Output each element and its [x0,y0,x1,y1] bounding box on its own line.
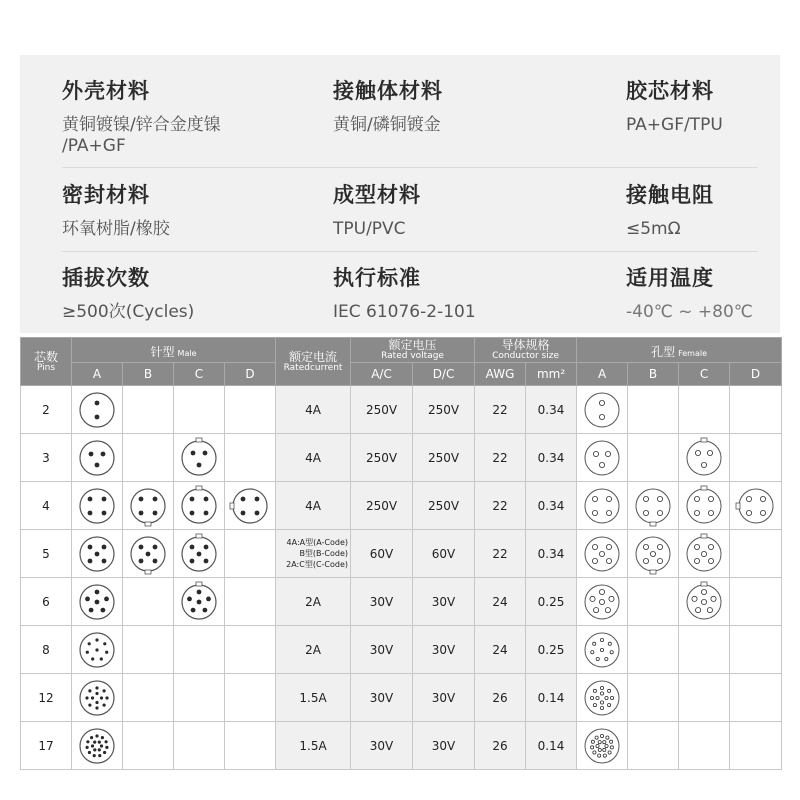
divider [62,167,758,168]
female-cell-b [628,530,679,578]
female-cell-d [730,674,782,722]
header-female: 孔型 Female [577,338,782,363]
rated-current-cell: 1.5A [276,722,351,770]
male-connector-icon [178,485,220,527]
male-cell-d [225,578,276,626]
header-rated-voltage: 额定电压 Rated voltage [351,338,475,363]
female-cell-b [628,578,679,626]
male-connector-icon [76,629,118,671]
spec-label: 成型材料 [333,183,421,207]
female-connector-icon [581,677,623,719]
female-cell-a [577,482,628,530]
male-connector-icon [76,485,118,527]
header-male: 针型 Male [72,338,276,363]
male-cell-b [123,386,174,434]
female-connector-icon [581,533,623,575]
mm2-cell: 0.14 [526,722,577,770]
mm2-cell: 0.34 [526,530,577,578]
dc-voltage-cell: 30V [413,626,475,674]
male-cell-d [225,482,276,530]
table-row [21,434,782,482]
male-cell-b [123,722,174,770]
male-cell-b [123,674,174,722]
rated-current-cell [276,530,351,578]
female-connector-icon [581,725,623,767]
header-female-code-b: B [628,363,679,386]
male-connector-icon [127,533,169,575]
table-row [21,674,782,722]
ac-voltage-cell: 30V [351,578,413,626]
male-connector-icon [76,581,118,623]
rated-current-cell: 2A [276,578,351,626]
dc-voltage-cell: 250V [413,482,475,530]
awg-cell: 22 [475,434,526,482]
awg-cell: 26 [475,674,526,722]
dc-voltage-cell: 30V [413,722,475,770]
spec-label: 接触体材料 [333,79,443,103]
male-cell-a [72,578,123,626]
male-connector-icon [178,437,220,479]
spec-value: ≥500次(Cycles) [62,302,195,322]
male-cell-a [72,434,123,482]
table-row [21,722,782,770]
female-cell-d [730,578,782,626]
rated-current-cell: 4A [276,434,351,482]
spec-panel [20,55,780,333]
male-cell-b [123,482,174,530]
header-ac: A/C [351,363,413,386]
male-cell-c [174,482,225,530]
table-body [21,386,782,770]
female-cell-c [679,626,730,674]
male-cell-d [225,722,276,770]
male-connector-icon [229,485,271,527]
spec-value: 黄铜/磷铜镀金 [333,115,441,135]
ac-voltage-cell: 250V [351,482,413,530]
male-cell-c [174,722,225,770]
male-connector-icon [178,533,220,575]
awg-cell: 22 [475,482,526,530]
male-cell-d [225,626,276,674]
female-connector-icon [632,485,674,527]
pins-cell: 6 [21,578,72,626]
spec-label: 执行标准 [333,266,421,290]
ac-voltage-cell: 30V [351,626,413,674]
header-mm2: mm² [526,363,577,386]
header-awg: AWG [475,363,526,386]
spec-table [20,337,782,770]
spec-contact-material [333,75,443,136]
male-cell-d [225,434,276,482]
ac-voltage-cell: 60V [351,530,413,578]
male-cell-d [225,386,276,434]
ac-voltage-cell: 30V [351,722,413,770]
female-cell-d [730,626,782,674]
male-connector-icon [76,533,118,575]
female-connector-icon [735,485,777,527]
male-cell-d [225,674,276,722]
male-cell-c [174,626,225,674]
female-cell-d [730,482,782,530]
female-cell-a [577,722,628,770]
pins-cell: 3 [21,434,72,482]
awg-cell: 26 [475,722,526,770]
female-cell-c [679,722,730,770]
table-row [21,578,782,626]
female-cell-c [679,530,730,578]
header-conductor-size: 导体规格 Conductor size [475,338,577,363]
male-cell-b [123,530,174,578]
male-cell-c [174,434,225,482]
spec-label: 适用温度 [626,266,714,290]
dc-voltage-cell: 30V [413,578,475,626]
male-connector-icon [76,437,118,479]
pins-cell: 12 [21,674,72,722]
male-cell-a [72,722,123,770]
spec-value: 环氧树脂/橡胶 [62,219,170,239]
dc-voltage-cell: 250V [413,386,475,434]
mm2-cell: 0.34 [526,482,577,530]
awg-cell: 22 [475,530,526,578]
pins-cell: 17 [21,722,72,770]
rated-current-cell: 2A [276,626,351,674]
header-female-code-d: D [730,363,782,386]
header-male-code-d: D [225,363,276,386]
male-cell-c [174,578,225,626]
female-cell-a [577,434,628,482]
male-cell-b [123,578,174,626]
spec-seal-material [62,179,170,240]
female-connector-icon [581,581,623,623]
spec-value: PA+GF/TPU [626,115,723,135]
spec-molding-material [333,179,421,240]
spec-temperature [626,262,753,323]
spec-value: -40℃ ~ +80℃ [626,302,753,322]
male-cell-d [225,530,276,578]
mm2-cell: 0.25 [526,626,577,674]
divider [62,251,758,252]
spec-contact-resistance [626,179,714,240]
spec-label: 胶芯材料 [626,79,714,103]
female-cell-b [628,722,679,770]
female-connector-icon [581,437,623,479]
awg-cell: 24 [475,626,526,674]
spec-label: 插拔次数 [62,266,150,290]
header-male-code-a: A [72,363,123,386]
female-cell-b [628,434,679,482]
rated-current-cell: 1.5A [276,674,351,722]
male-connector-icon [178,581,220,623]
female-cell-c [679,434,730,482]
awg-cell: 22 [475,386,526,434]
female-cell-c [679,386,730,434]
male-cell-b [123,434,174,482]
female-cell-d [730,722,782,770]
rated-current-cell: 4A [276,482,351,530]
pins-cell: 5 [21,530,72,578]
female-cell-b [628,674,679,722]
female-cell-b [628,482,679,530]
spec-value: TPU/PVC [333,219,406,239]
current-code-line: 4A:A型(A-Code) [286,538,349,547]
rated-current-cell: 4A [276,386,351,434]
male-connector-icon [76,677,118,719]
male-cell-a [72,626,123,674]
spec-value: 黄铜镀镍/锌合金度镍 /PA+GF [62,115,221,156]
ac-voltage-cell: 250V [351,386,413,434]
female-connector-icon [683,437,725,479]
header-female-code-a: A [577,363,628,386]
female-cell-a [577,674,628,722]
dc-voltage-cell: 250V [413,434,475,482]
female-connector-icon [683,533,725,575]
female-connector-icon [581,389,623,431]
spec-shell-material [62,75,221,157]
female-connector-icon [683,485,725,527]
pins-cell: 2 [21,386,72,434]
male-cell-a [72,674,123,722]
mm2-cell: 0.34 [526,386,577,434]
pins-cell: 8 [21,626,72,674]
female-cell-d [730,530,782,578]
mm2-cell: 0.25 [526,578,577,626]
spec-label: 外壳材料 [62,79,150,103]
female-connector-icon [581,629,623,671]
awg-cell: 24 [475,578,526,626]
mm2-cell: 0.34 [526,434,577,482]
current-code-line: B型(B-Code) [299,549,349,558]
current-code-line: 2A:C型(C-Code) [286,560,349,569]
dc-voltage-cell: 60V [413,530,475,578]
male-connector-icon [127,485,169,527]
table-row [21,386,782,434]
female-cell-b [628,386,679,434]
male-cell-c [174,674,225,722]
male-cell-c [174,386,225,434]
female-connector-icon [683,581,725,623]
spec-label: 接触电阻 [626,183,714,207]
dc-voltage-cell: 30V [413,674,475,722]
header-male-code-b: B [123,363,174,386]
female-cell-b [628,626,679,674]
male-cell-a [72,530,123,578]
male-connector-icon [76,389,118,431]
female-cell-c [679,482,730,530]
spec-insert-material [626,75,723,136]
female-cell-c [679,578,730,626]
spec-label: 密封材料 [62,183,150,207]
header-pins: 芯数 Pins [21,338,72,386]
pins-cell: 4 [21,482,72,530]
header-dc: D/C [413,363,475,386]
header-female-code-c: C [679,363,730,386]
spec-value: IEC 61076-2-101 [333,302,476,322]
table-row [21,530,782,578]
spec-value: ≤5mΩ [626,219,681,239]
female-cell-a [577,626,628,674]
female-cell-c [679,674,730,722]
male-cell-a [72,386,123,434]
male-cell-c [174,530,225,578]
male-connector-icon [76,725,118,767]
male-cell-a [72,482,123,530]
female-cell-d [730,434,782,482]
female-cell-a [577,530,628,578]
spec-standard [333,262,476,323]
header-rated-current: 额定电流 Ratedcurrent [276,338,351,386]
female-cell-d [730,386,782,434]
header-male-code-c: C [174,363,225,386]
female-connector-icon [581,485,623,527]
table-row [21,626,782,674]
female-cell-a [577,578,628,626]
ac-voltage-cell: 30V [351,674,413,722]
mm2-cell: 0.14 [526,674,577,722]
table-row [21,482,782,530]
male-cell-b [123,626,174,674]
ac-voltage-cell: 250V [351,434,413,482]
female-cell-a [577,386,628,434]
female-connector-icon [632,533,674,575]
spec-mating-cycles [62,262,194,323]
